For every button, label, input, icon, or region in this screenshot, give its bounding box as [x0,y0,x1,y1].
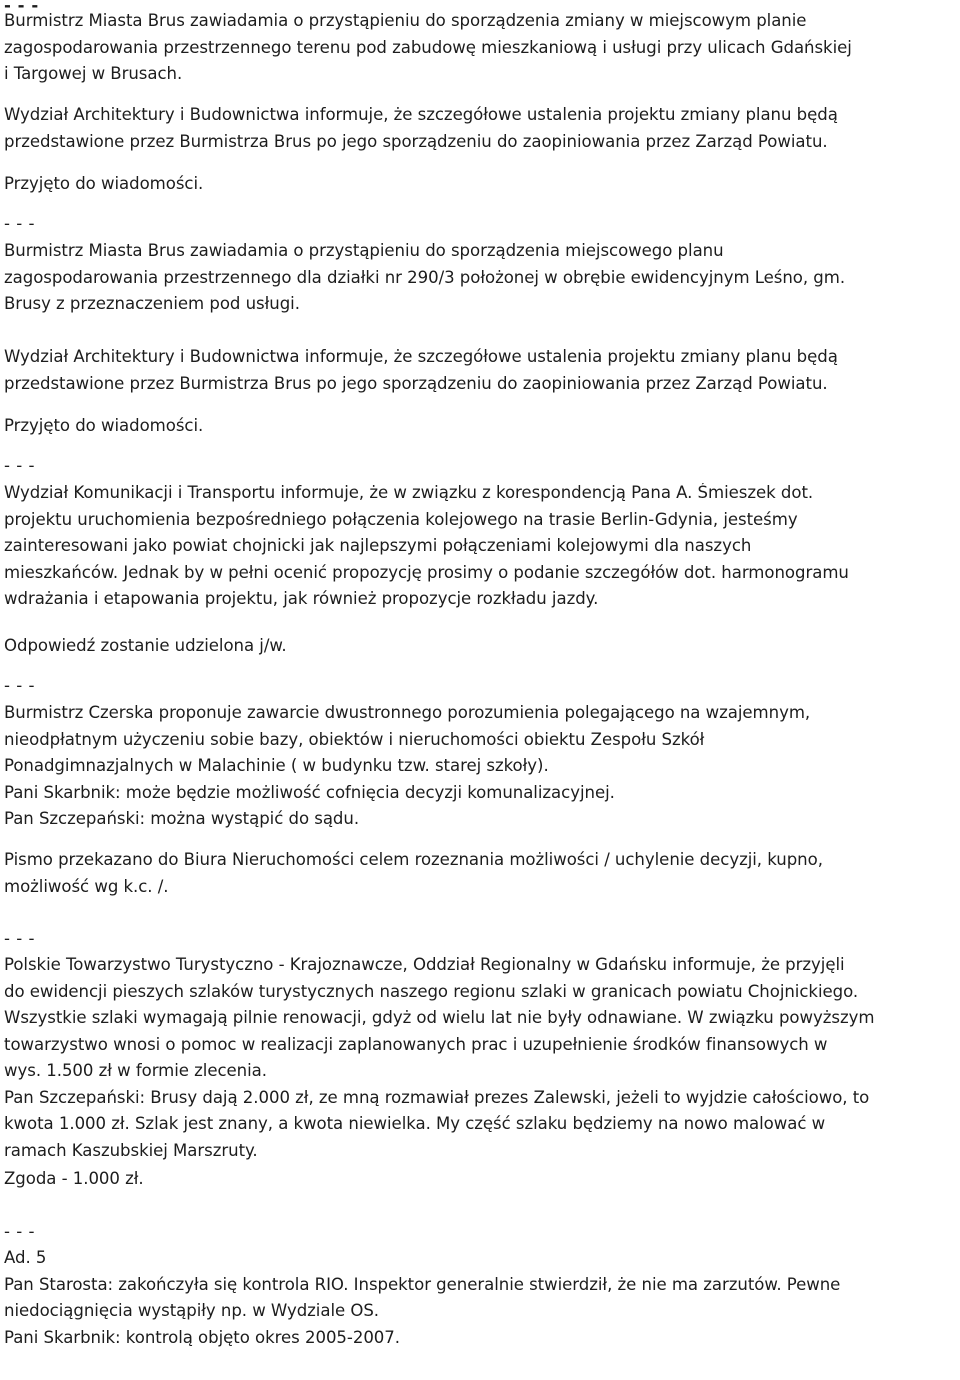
text-line: kwota 1.000 zł. Szlak jest znany, a kwota niewielka. My część szlaku będziemy na nowo malować w [4,1114,826,1133]
paragraph [4,1245,958,1351]
text-line: zainteresowani jako powiat chojnicki jak najlepszymi połączeniami kolejowymi dla naszych [4,536,752,555]
text-line: mieszkańców. Jednak by w pełni ocenić propozycję prosimy o podanie szczegółów dot. harmonogramu [4,562,849,582]
section-separator: - - - [4,0,39,15]
text-line: nieodpłatnym użyczeniu sobie bazy, obiektów i nieruchomości obiektu Zespołu Szkół [4,729,705,749]
text-line: Wydział Komunikacji i Transportu informuje, że w związku z korespondencją Pana A. Śmieszek dot. [4,483,814,502]
section-separator: - - - [4,1222,36,1241]
paragraph [4,700,958,833]
text-line: Wszystkie szlaki wymagają pilnie renowacji, gdyż od wielu lat nie były odnawiane. W związku powyższym [4,1008,875,1027]
text-line: projektu uruchomienia bezpośredniego połączenia kolejowego na trasie Berlin-Gdynia, jesteśmy [4,509,798,529]
text-line: Pani Skarbnik: może będzie możliwość cofnięcia decyzji komunalizacyjnej. [4,782,615,802]
text-line: ramach Kaszubskiej Marszruty. [4,1140,258,1160]
paragraph [4,633,958,660]
text-line: Pan Starosta: zakończyła się kontrola RIO. Inspektor generalnie stwierdził, że nie ma zarzutów. Pewne [4,1274,841,1294]
paragraph [4,847,958,900]
paragraph [4,480,958,613]
text-line: wys. 1.500 zł w formie zlecenia. [4,1061,267,1080]
text-line: Ad. 5 [4,1248,47,1267]
text-line: do ewidencji pieszych szlaków turystycznych naszego regionu szlaki w granicach powiatu Chojnickiego. [4,981,859,1001]
text-line: niedociągnięcia wystąpiły np. w Wydziale OS. [4,1301,380,1320]
text-line: Burmistrz Miasta Brus zawiadamia o przystąpieniu do sporządzenia miejscowego planu [4,241,724,260]
text-line: Brusy z przeznaczeniem pod usługi. [4,294,300,313]
text-line: towarzystwo wnosi o pomoc w realizacji zaplanowanych prac i uzupełnienie środków finansowych w [4,1034,828,1054]
paragraph [4,102,958,155]
paragraph [4,8,958,88]
text-line: Wydział Architektury i Budownictwa informuje, że szczegółowe ustalenia projektu zmiany planu będą [4,105,838,124]
text-line: zagospodarowania przestrzennego terenu pod zabudowę mieszkaniową i usługi przy ulicach Gdańskiej [4,37,852,57]
text-line: Wydział Architektury i Budownictwa informuje, że szczegółowe ustalenia projektu zmiany planu będą [4,347,838,366]
paragraph [4,413,958,440]
text-line: Burmistrz Miasta Brus zawiadamia o przystąpieniu do sporządzenia zmiany w miejscowym planie [4,11,807,30]
text-line: możliwość wg k.c. /. [4,876,169,896]
text-line: Przyjęto do wiadomości. [4,416,204,435]
text-line: Ponadgimnazjalnych w Malachinie ( w budynku tzw. starej szkoły). [4,756,549,775]
text-line: zagospodarowania przestrzennego dla działki nr 290/3 położonej w obrębie ewidencyjnym Leśno, gm. [4,267,846,287]
text-line: Pismo przekazano do Biura Nieruchomości celem rozeznania możliwości / uchylenie decyzji, kupno, [4,850,823,869]
section-separator: - - - [4,456,36,475]
text-line: i Targowej w Brusach. [4,64,183,83]
paragraph [4,1166,958,1193]
text-line: przedstawione przez Burmistrza Brus po jego sporządzeniu do zaopiniowania przez Zarząd Powiatu. [4,131,828,151]
text-line: Pan Szczepański: Brusy dają 2.000 zł, ze mną rozmawiał prezes Zalewski, jeżeli to wyjdzie całościowo, to [4,1087,870,1107]
text-line: Pan Szczepański: można wystąpić do sądu. [4,809,360,828]
text-line: wdrażania i etapowania projektu, jak również propozycje rozkładu jazdy. [4,589,599,608]
paragraph [4,952,958,1164]
text-line: przedstawione przez Burmistrza Brus po jego sporządzeniu do zaopiniowania przez Zarząd Powiatu. [4,373,828,393]
section-separator: - - - [4,929,36,948]
text-line: Polskie Towarzystwo Turystyczno - Krajoznawcze, Oddział Regionalny w Gdańsku informuje, że przyjęli [4,955,845,974]
text-line: Odpowiedź zostanie udzielona j/w. [4,636,287,655]
section-separator: - - - [4,214,36,233]
paragraph [4,344,958,397]
paragraph [4,238,958,318]
text-line: Zgoda - 1.000 zł. [4,1169,144,1188]
text-line: Przyjęto do wiadomości. [4,174,204,193]
text-line: Burmistrz Czerska proponuje zawarcie dwustronnego porozumienia polegającego na wzajemnym, [4,703,811,722]
section-separator: - - - [4,676,36,695]
paragraph [4,171,958,198]
text-line: Pani Skarbnik: kontrolą objęto okres 2005-2007. [4,1327,400,1347]
